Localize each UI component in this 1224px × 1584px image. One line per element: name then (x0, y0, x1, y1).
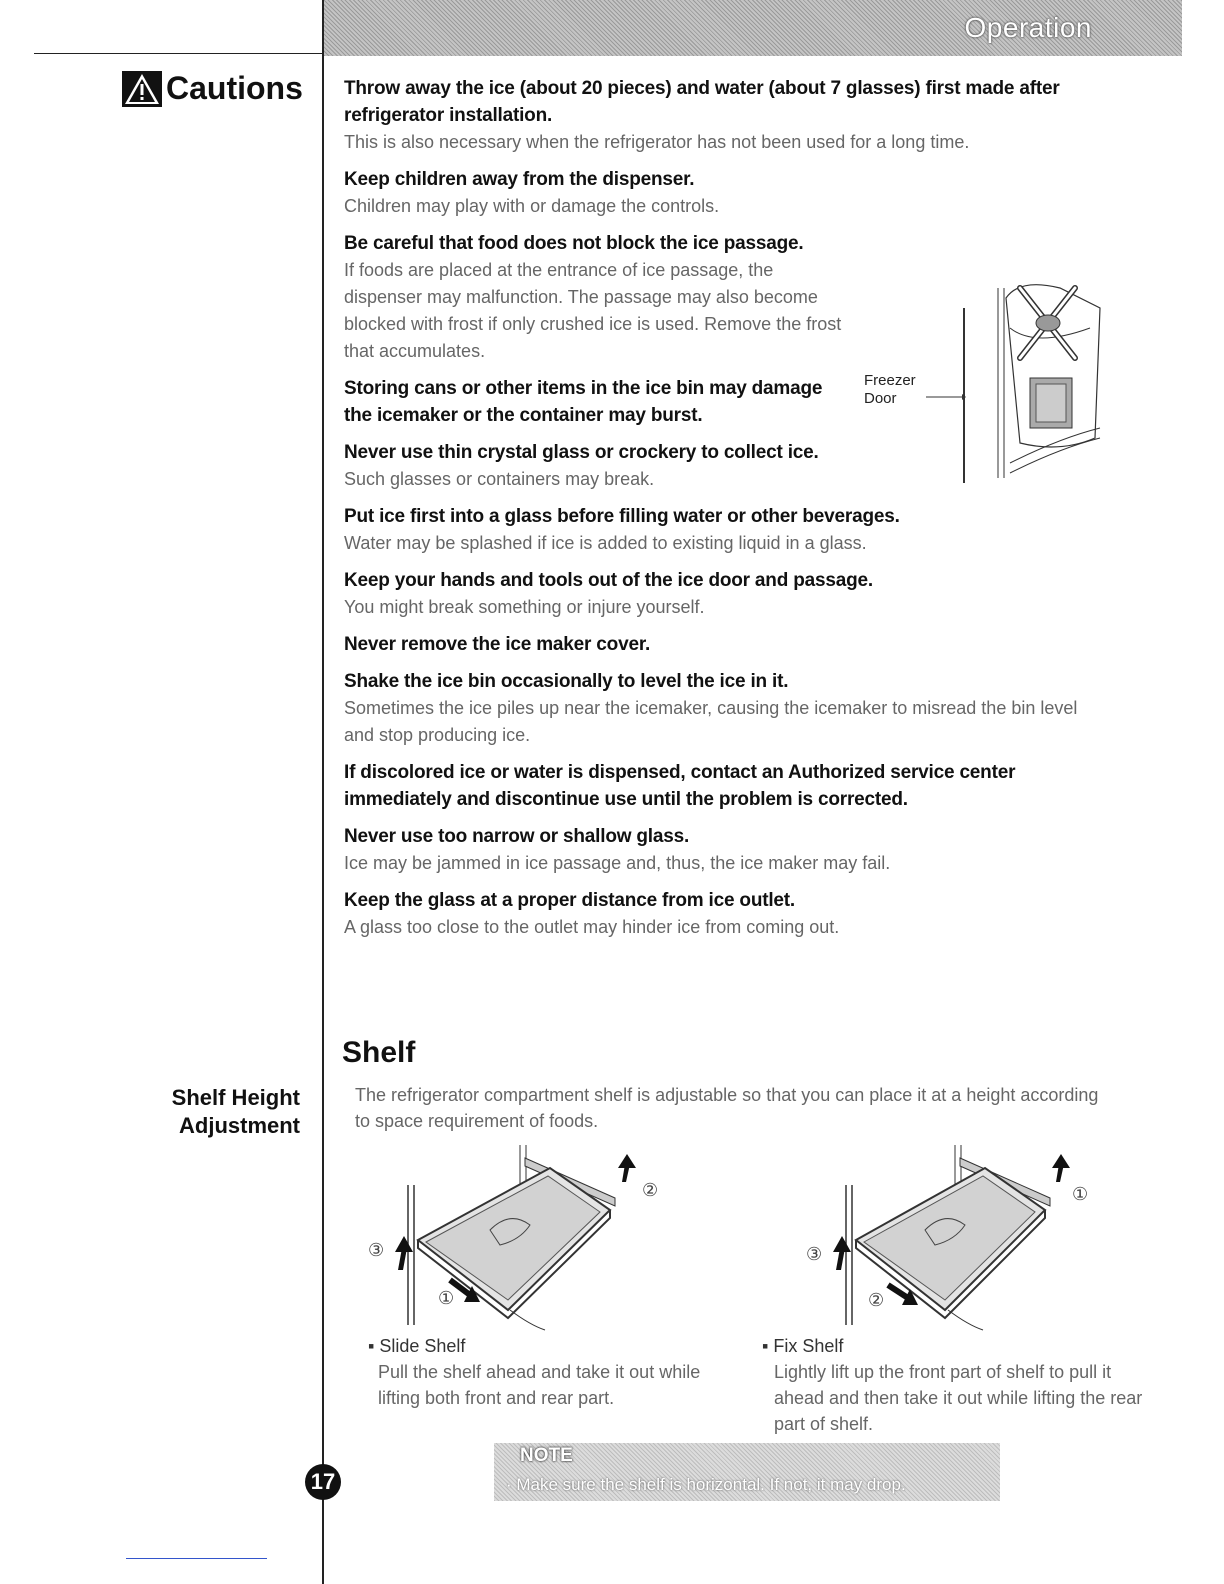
caution-title: Be careful that food does not block the ice passage. (344, 233, 804, 254)
caution-title: Put ice first into a glass before filling water or other beverages. (344, 506, 900, 527)
caution-desc: A glass too close to the outlet may hinder ice from coming out. (344, 917, 840, 937)
cautions-heading (122, 70, 303, 107)
slide-shelf-illustration (360, 1140, 680, 1335)
page-number: 17 (305, 1464, 341, 1500)
fix-shelf-illustration (800, 1140, 1100, 1335)
caution-desc: Ice may be jammed in ice passage and, thus, the ice maker may fail. (344, 853, 891, 873)
section-banner (324, 0, 1182, 56)
caution-item (344, 75, 1104, 156)
caution-desc: If foods are placed at the entrance of ice passage, the dispenser may malfunction. The passage may also become blocked with frost if only crushed ice is used. Remove the frost that accumulates. (344, 260, 842, 361)
slide-shelf-caption (368, 1333, 728, 1411)
door-label: Door (864, 390, 897, 407)
caption-bullet: ▪ Fix Shelf (762, 1336, 844, 1356)
caption-bullet: ▪ Slide Shelf (368, 1336, 466, 1356)
step-label: ① (1072, 1184, 1089, 1204)
step-label: ② (868, 1290, 885, 1310)
step-label: ① (438, 1288, 455, 1308)
caution-title: Never remove the ice maker cover. (344, 634, 651, 655)
caution-item (344, 887, 1134, 941)
footer-rule (126, 1558, 267, 1559)
caution-item (344, 567, 1134, 621)
step-label: ② (642, 1180, 659, 1200)
fix-shelf-caption (762, 1333, 1147, 1437)
caution-item (344, 166, 1134, 220)
caution-desc: Water may be splashed if ice is added to existing liquid in a glass. (344, 533, 867, 553)
header-rule (34, 53, 324, 54)
freezer-door-illustration (860, 268, 1120, 498)
shelf-side-heading (172, 1084, 300, 1140)
note-box (494, 1443, 1000, 1501)
shelf-intro: The refrigerator compartment shelf is adjustable so that you can place it at a height according to space requirement of foods. (355, 1085, 1099, 1131)
caution-title: Never use too narrow or shallow glass. (344, 826, 690, 847)
step-label: ③ (368, 1240, 385, 1260)
freezer-label: Freezer (864, 372, 916, 389)
step-label: ③ (806, 1244, 823, 1264)
section-title: Operation (964, 12, 1092, 43)
note-text: · Make sure the shelf is horizontal. If not, it may drop. (506, 1475, 906, 1494)
caution-desc: Such glasses or containers may break. (344, 469, 655, 489)
warning-icon (122, 71, 162, 107)
caution-title: Keep children away from the dispenser. (344, 169, 695, 190)
caution-item (344, 668, 1134, 749)
side-heading-line: Shelf Height (171, 1085, 300, 1110)
caution-title: Never use thin crystal glass or crockery to collect ice. (344, 442, 819, 463)
caution-item (344, 631, 1134, 658)
caution-title: Keep your hands and tools out of the ice door and passage. (344, 570, 873, 591)
note-title: NOTE (520, 1445, 573, 1466)
caution-title: Storing cans or other items in the ice bin may damage the icemaker or the container may burst. (344, 378, 823, 426)
caution-title: Keep the glass at a proper distance from ice outlet. (344, 890, 795, 911)
caution-title: If discolored ice or water is dispensed, contact an Authorized service center immediately and discontinue use until the problem is corrected. (344, 762, 1016, 810)
caution-item (344, 823, 1134, 877)
caution-desc: Sometimes the ice piles up near the icemaker, causing the icemaker to misread the bin level and stop producing ice. (344, 698, 1078, 745)
caution-title: Throw away the ice (about 20 pieces) and water (about 7 glasses) first made after refrigerator installation. (344, 78, 1060, 126)
caution-item (344, 759, 1134, 813)
caution-desc: You might break something or injure yourself. (344, 597, 705, 617)
caution-item (344, 503, 1134, 557)
caution-title: Shake the ice bin occasionally to level the ice in it. (344, 671, 789, 692)
caution-desc: This is also necessary when the refrigerator has not been used for a long time. (344, 132, 970, 152)
cautions-title: Cautions (166, 70, 303, 106)
caution-desc: Children may play with or damage the controls. (344, 196, 720, 216)
caption-text: Lightly lift up the front part of shelf to pull it ahead and then take it out while lifting the rear part of shelf. (774, 1362, 1143, 1434)
side-heading-line: Adjustment (179, 1113, 300, 1138)
column-divider (322, 0, 324, 1584)
shelf-title: Shelf (342, 1036, 416, 1069)
cautions-list (344, 75, 1134, 951)
caption-text: Pull the shelf ahead and take it out while lifting both front and rear part. (378, 1362, 701, 1408)
